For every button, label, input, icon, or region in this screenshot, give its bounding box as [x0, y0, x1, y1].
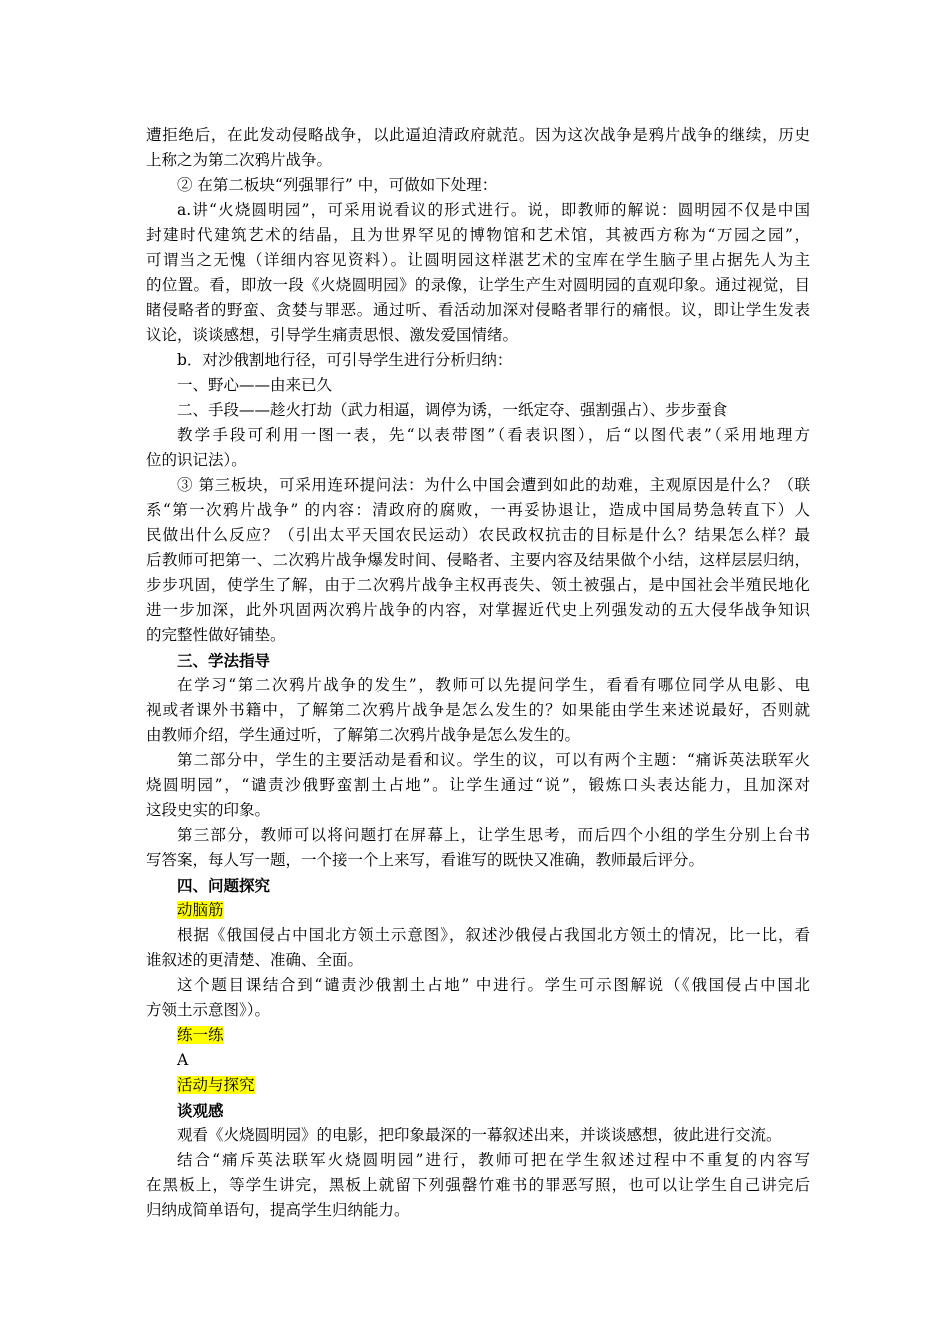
line-text: 由教师介绍，学生通过听，了解第二次鸦片战争是怎么发生的。: [146, 726, 581, 744]
line-text: 三、学法指导: [177, 651, 271, 670]
text-line: [146, 373, 810, 398]
text-line: [146, 1023, 810, 1048]
text-line: [146, 323, 810, 348]
highlighted-label: 练一练: [177, 1026, 224, 1044]
text-line: 在黑板上，等学生讲完，黑板上就留下列强罄竹难书的罪恶写照，也可以让学生自己讲完后: [146, 1176, 810, 1194]
text-line: 民做出什么反应？（引出太平天国农民运动）农民政权抗击的目标是什么？结果怎么样？最: [146, 526, 810, 544]
text-line: a.讲“火烧圆明园”，可采用说看议的形式进行。说，即教师的解说：圆明园不仅是中国: [177, 201, 810, 219]
text-line: 睹侵略者的野蛮、贪婪与罪恶。通过听、看活动加深对侵略者罪行的痛恨。议，即让学生发表: [146, 301, 810, 319]
text-line: [146, 148, 810, 173]
text-line: ③ 第三板块，可采用连环提问法：为什么中国会遭到如此的劫难，主观原因是什么？（联: [177, 476, 810, 494]
line-text: 观看《火烧圆明园》的电影，把印象最深的一幕叙述出来，并谈谈感想，彼此进行交流。: [177, 1126, 782, 1144]
line-text: 议论，谈谈感想，引导学生痛责思恨、激发爱国情绪。: [146, 326, 519, 344]
text-line: [146, 398, 810, 423]
line-text: 归纳成简单语句，提高学生归纳能力。: [146, 1201, 410, 1219]
section-heading: [146, 648, 810, 673]
section-heading: [146, 873, 810, 898]
text-line: [146, 1048, 810, 1073]
line-text: 位的识记法）。: [146, 451, 247, 469]
line-text: 写答案，每人写一题，一个接一个上来写，看谁写的既快又准确，教师最后评分。: [146, 851, 705, 869]
text-line: 根据《俄国侵占中国北方领土示意图》，叙述沙俄侵占我国北方领土的情况，比一比，看: [177, 926, 810, 944]
text-line: [146, 1123, 810, 1148]
text-line: 第二部分中，学生的主要活动是看和议。学生的议，可以有两个主题：“痛诉英法联军火: [177, 751, 810, 769]
line-text: 方领土示意图》）。: [146, 1001, 271, 1019]
highlighted-label: 动脑筋: [177, 901, 224, 919]
text-line: [146, 448, 810, 473]
line-text: 这段史实的印象。: [146, 801, 271, 819]
text-line: [146, 1073, 810, 1098]
line-text: 的完整性做好铺垫。: [146, 626, 286, 644]
text-line: 在学习“第二次鸦片战争的发生”，教师可以先提问学生，看看有哪位同学从电影、电: [177, 676, 810, 694]
line-text: 谈观感: [177, 1101, 224, 1120]
text-line: [146, 723, 810, 748]
highlighted-label: 活动与探究: [177, 1076, 255, 1094]
line-text: A: [177, 1051, 189, 1069]
text-line: 这个题目课结合到“谴责沙俄割土占地” 中进行。学生可示图解说（《俄国侵占中国北: [177, 976, 810, 994]
text-line: 教学手段可利用一图一表，先“以表带图”（看表识图），后“以图代表”（采用地理方: [177, 426, 810, 444]
line-text: ② 在第二板块“列强罪行” 中，可做如下处理：: [177, 176, 498, 194]
text-line: 烧圆明园”，“谴责沙俄野蛮割土占地”。让学生通过“说”，锻炼口头表达能力，且加深对: [146, 776, 810, 794]
text-line: 可谓当之无愧（详细内容见资料）。让圆明园这样湛艺术的宝库在学生脑子里占据先人为主: [146, 251, 810, 269]
text-line: 系“第一次鸦片战争” 的内容：清政府的腐败，一再妥协退让，造成中国局势急转直下）人: [146, 501, 810, 519]
text-line: [146, 623, 810, 648]
line-text: 谁叙述的更清楚、准确、全面。: [146, 951, 364, 969]
line-text: b．对沙俄割地行径，可引导学生进行分析归纳：: [177, 351, 513, 369]
line-text: 二、手段——趁火打劫（武力相逼，调停为诱，一纸定夺、强割强占）、步步蚕食: [177, 401, 728, 419]
text-line: [146, 1198, 810, 1223]
text-line: 的位置。看，即放一段《火烧圆明园》的录像，让学生产生对圆明园的直观印象。通过视觉，目: [146, 276, 810, 294]
text-line: [146, 898, 810, 923]
text-line: 结合“痛斥英法联军火烧圆明园”进行，教师可把在学生叙述过程中不重复的内容写: [177, 1151, 810, 1169]
text-line: 遭拒绝后，在此发动侵略战争，以此逼迫清政府就范。因为这次战争是鸦片战争的继续，历史: [146, 126, 810, 144]
text-line: 后教师可把第一、二次鸦片战争爆发时间、侵略者、主要内容及结果做个小结，这样层层归纳，: [146, 551, 810, 569]
text-line: 步步巩固，使学生了解，由于二次鸦片战争主权再丧失、领土被强占，是中国社会半殖民地化: [146, 576, 810, 594]
text-line: [146, 348, 810, 373]
text-line: [146, 848, 810, 873]
text-line: 封建时代建筑艺术的结晶，且为世界罕见的博物馆和艺术馆，其被西方称为“万园之园”，: [146, 226, 810, 244]
line-text: 一、野心——由来已久: [177, 376, 333, 394]
text-line: [146, 173, 810, 198]
text-line: [146, 798, 810, 823]
text-line: [146, 948, 810, 973]
document-page: [146, 123, 810, 1223]
text-line: [146, 998, 810, 1023]
section-heading: [146, 1098, 810, 1123]
line-text: 四、问题探究: [177, 876, 271, 895]
line-text: 上称之为第二次鸦片战争。: [146, 151, 333, 169]
text-line: 进一步加深，此外巩固两次鸦片战争的内容，对掌握近代史上列强发动的五大侵华战争知识: [146, 601, 810, 619]
text-line: 第三部分，教师可以将问题打在屏幕上，让学生思考，而后四个小组的学生分别上台书: [177, 826, 810, 844]
text-line: 视或者课外书籍中，了解第二次鸦片战争是怎么发生的？如果能由学生来述说最好，否则就: [146, 701, 810, 719]
